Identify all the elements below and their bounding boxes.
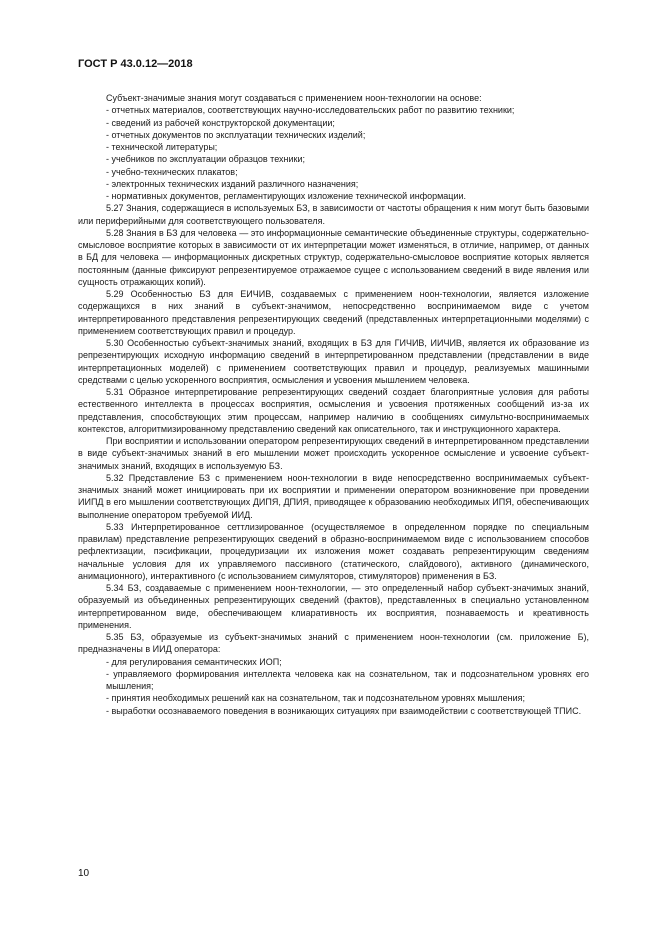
paragraph-5-31: 5.31 Образное интерпретирование репрезентирующих сведений создает благоприятные условия для работы естественного интеллекта в процессах восприятия, осмысления и усвоения протяженных сообщений из-за их представления, способствующих этим процессам, например наличию в сообщениях симультно-воспринимаемых контекстов, алгоритмизированному представлению сведений как описательного, так и инструкционного характера. (78, 387, 589, 434)
list-item: - принятия необходимых решений как на сознательном, так и подсознательном уровнях мышления; (106, 693, 526, 704)
paragraph-5-32: 5.32 Представление БЗ с применением ноон-технологии в виде непосредственно воспринимаемых субъект-значимых знаний может инициировать при их восприятии и применении оператором возникновение при проведении ИИПД в его мышлении соответствующих ДИПЯ, ДПИЯ, приводящее к образованию необходимых ИПЯ, обеспечивающих выполнение оператором требуемой ИИД. (78, 472, 589, 520)
paragraph-5-33: 5.33 Интерпретированное сеттлизированное (осуществляемое в определенном порядке по специальным правилам) представление репрезентирующих сведений в образно-воспринимаемом виде с использованием способов рефлектизации, пэсификации, процедуризации их изложения может создавать репрезентирующим сведениям начальные условия для их управляемого пассивного (статического, слайдового), активного (динамического, анимационного), интерактивного (с использованием симуляторов, стимуляторов) применения в БЗ. (78, 521, 589, 581)
intro-paragraph: Субъект-значимые знания могут создаваться с применением ноон-технологии на основе: (106, 93, 482, 103)
list-item: - выработки осознаваемого поведения в возникающих ситуациях при взаимодействии с соответствующей ТПИС. (106, 705, 582, 716)
list-item: - электронных технических изданий различного назначения; (106, 178, 359, 189)
list-item: - технической литературы; (106, 142, 218, 152)
list-item: - учебников по эксплуатации образцов техники; (106, 154, 305, 165)
paragraph-5-30: 5.30 Особенностью субъект-значимых знаний, входящих в БЗ для ГИЧИВ, ИИЧИВ, является их образование из репрезентирующих исходную информацию сведений в интерпретированном представлении (представлении в виде интерпретационных моделей) с применением соответствующих правил и процедур, реализуемых машинными средствами с целью ускоренного восприятия, осмысления и усвоения мышлением человека. (78, 338, 589, 385)
sources-list (78, 104, 589, 202)
paragraph-5-28: 5.28 Знания в БЗ для человека — это информационные семантические объединенные структуры, содержательно-смысловое восприятие которых в зависимости от их интерпретации может изменяться, в отличие, например, от данных в БД для человека — информационных дискретных структур, содержательно-смысловое восприятие которых является постоянным (данные фиксируют репрезентируемое отражаемое сущее с использованием сведений в виде явления или сущность отражающих копий). (78, 227, 589, 287)
page-number: 10 (78, 868, 90, 879)
purpose-list (78, 656, 589, 717)
list-item: - отчетных материалов, соответствующих научно-исследовательских работ по развитию техники; (106, 105, 515, 116)
paragraph-5-35: 5.35 БЗ, образуемые из субъект-значимых знаний с применением ноон-технологии (см. приложение Б), предназначены в ИИД оператора: (78, 632, 589, 655)
list-item: - нормативных документов, регламентирующих изложение технической информации. (106, 191, 467, 201)
paragraph-5-29: 5.29 Особенностью БЗ для ЕИЧИВ, создаваемых с применением ноон-технологии, является изложение содержащихся в них знаний в субъект-значимом, непосредственно воспринимаемом виде с учетом интерпретированного представления репрезентирующих сведений (представленных интерпретационными моделями) с применением соответствующих правил и процедур. (78, 289, 589, 336)
paragraph-5-34: 5.34 БЗ, создаваемые с применением ноон-технологии, — это определенный набор субъект-значимых знаний, образуемый из объединенных репрезентирующих сведений (фактов), представленных в специально установленном интерпретированном виде, обеспечивающем клиаративность их восприятия, познаваемость и креативность применения. (78, 583, 589, 630)
list-item: - отчетных документов по эксплуатации технических изделий; (106, 129, 366, 140)
paragraph-5-27: 5.27 Знания, содержащиеся в используемых БЗ, в зависимости от частоты обращения к ним могут быть базовыми или периферийными для соответствующего пользователя. (78, 203, 589, 226)
list-item: - учебно-технических плакатов; (106, 166, 238, 177)
list-item: - для регулирования семантических ИОП; (106, 656, 282, 667)
paragraph-5-31-continued: При восприятии и использовании оператором репрезентирующих сведений в интерпретированном представлении в виде субъект-значимых знаний в его мышлении может происходить ускоренное осмысление и усвоение субъект-значимых знаний, входящих в используемую БЗ. (78, 436, 589, 471)
list-item: - сведений из рабочей конструкторской документации; (106, 117, 335, 128)
list-item: - управляемого формирования интеллекта человека как на сознательном, так и подсознательном уровнях его мышления; (106, 668, 589, 691)
document-body (78, 92, 589, 717)
document-header: ГОСТ Р 43.0.12—2018 (78, 58, 193, 70)
